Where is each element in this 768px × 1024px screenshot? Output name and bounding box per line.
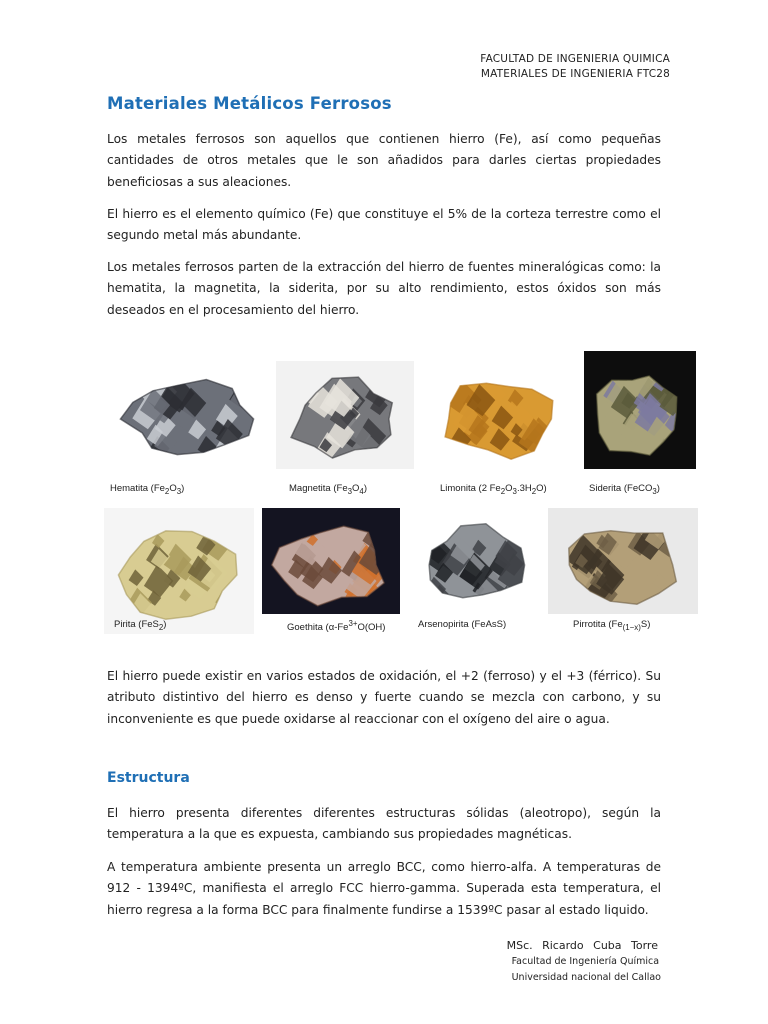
rock-photo-illustration <box>428 361 568 469</box>
rock-photo-illustration <box>584 351 696 469</box>
mineral-photo <box>104 508 254 634</box>
mineral-caption: Hematita $(Fe_2O_3)$ <box>110 483 185 496</box>
rock-photo-illustration <box>262 508 400 614</box>
structure-paragraph-1: El hierro presenta diferentes diferentes estructuras sólidas (aleotropo), según la temperatura a la que es expuesta, cambiando sus propiedades magnéticas. <box>107 806 661 842</box>
mineral-photo <box>407 508 539 614</box>
page-header <box>480 52 670 82</box>
mineral-caption: Pirita (FeS$_2$) <box>114 619 167 632</box>
intro-paragraph-3: Los metales ferrosos parten de la extracción del hierro de fuentes mineralógicas como: la hematita, la magnetita, la siderita, por su alto rendimiento, estos óxidos son más deseados en el procesamiento del hierro. <box>107 260 661 317</box>
mineral-photo <box>108 361 274 469</box>
header-faculty: FACULTAD DE INGENIERIA QUIMICA <box>480 53 670 65</box>
mineral-caption: Goethita ($\alpha-Fe^{3+}O(OH)$ <box>287 619 386 634</box>
rock-photo-illustration <box>548 508 698 614</box>
author-signature <box>507 938 661 986</box>
mineral-caption: Siderita (FeCO$_3$) <box>589 483 660 496</box>
rock-photo-illustration <box>104 508 254 634</box>
rock-photo-illustration <box>407 508 539 614</box>
mineral-photo <box>584 351 696 469</box>
page-title: Materiales Metálicos Ferrosos <box>107 94 392 113</box>
rock-photo-illustration <box>108 361 274 469</box>
mineral-photo <box>276 361 414 469</box>
mineral-caption: Magnetita $(Fe_3O_4)$ <box>289 483 367 496</box>
header-course: MATERIALES DE INGENIERIA FTC28 <box>480 68 670 80</box>
oxidation-paragraph: El hierro puede existir en varios estados de oxidación, el +2 (ferroso) y el +3 (férrico). Su atributo distintivo del hierro es denso y fuerte cuando se mezcla con carbono, y su inconveniente es que puede oxidarse al reaccionar con el oxígeno del aire o agua. <box>107 669 661 726</box>
author-faculty: Facultad de Ingeniería Química <box>511 956 660 967</box>
mineral-caption: Limonita (2 $Fe_2O_3.3H_2O$) <box>440 483 547 496</box>
mineral-photo <box>548 508 698 614</box>
section-title-estructura: Estructura <box>107 770 190 786</box>
rock-photo-illustration <box>276 361 414 469</box>
mineral-photo <box>262 508 400 614</box>
author-name: MSc. Ricardo Cuba Torre <box>506 939 658 952</box>
mineral-caption: Arsenopirita (FeAsS) <box>418 619 507 630</box>
mineral-photo <box>428 361 568 469</box>
intro-paragraph-2: El hierro es el elemento químico (Fe) que constituye el 5% de la corteza terrestre como el segundo metal más abundante. <box>107 207 661 243</box>
structure-paragraph-2: A temperatura ambiente presenta un arreglo BCC, como hierro-alfa. A temperaturas de 912 - 1394ºC, manifiesta el arreglo FCC hierro-gamma. Superada esta temperatura, el hierro regresa a la forma BCC para finalmente fundirse a 1539ºC pasar al estado liquido. <box>107 860 661 917</box>
intro-paragraph-1: Los metales ferrosos son aquellos que contienen hierro (Fe), así como pequeñas cantidades de otros metales que le son añadidos para darles ciertas propiedades beneficiosas a sus aleaciones. <box>107 132 661 189</box>
mineral-caption: Pirrotita $(Fe_{(1-x)}S)$ <box>573 619 651 632</box>
author-university: Universidad nacional del Callao <box>511 972 661 983</box>
